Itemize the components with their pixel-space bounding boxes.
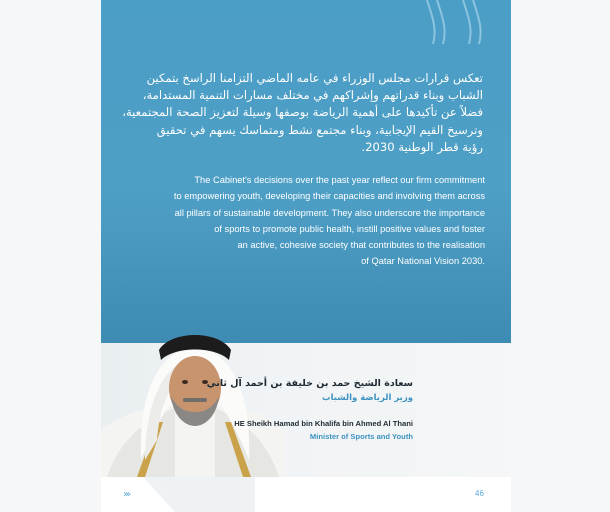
arabic-quote-line: رؤية قطر الوطنية 2030. (361, 139, 483, 154)
speaker-name-arabic: سعادة الشيخ حمد بن خليفة بن أحمد آل ثاني (206, 378, 413, 389)
speaker-title-english: Minister of Sports and Youth (309, 432, 413, 441)
minister-portrait (101, 310, 286, 477)
speaker-name-english: HE Sheikh Hamad bin Khalifa bin Ahmed Al Thani (234, 419, 413, 428)
arabic-quote-line: الشباب وبناء قدراتهم وإشراكهم في مختلف مسارات التنمية المستدامة، (142, 88, 483, 103)
footer-decoration (135, 477, 255, 512)
english-quote (115, 172, 485, 270)
chevrons-right-icon[interactable]: ››› (123, 489, 129, 500)
arabic-quote-line: فضلاً عن تأكيدها على أهمية الرياضة بوصفها وسيلة لتعزيز الصحة المجتمعية، (122, 105, 483, 120)
arabic-quote (122, 70, 483, 156)
report-page (101, 0, 511, 512)
speaker-title-arabic: وزير الرياضة والشباب (322, 393, 413, 403)
english-quote-line: The Cabinet's decisions over the past year reflect our firm commitment (194, 175, 485, 185)
english-quote-line: of Qatar National Vision 2030. (361, 256, 485, 267)
arabic-quote-line: وترسيخ القيم الإيجابية، وبناء مجتمع نشط ومتماسك يسهم في تحقيق (156, 122, 483, 137)
english-quote-line: to empowering youth, developing their capacities and involving them across (173, 191, 485, 202)
page-number: 46 (475, 489, 484, 498)
quote-panel (101, 0, 511, 343)
english-quote-line: an active, cohesive society that contributes to the realisation (237, 240, 485, 251)
quotation-mark-icon (423, 0, 497, 46)
english-quote-line: all pillars of sustainable development. They also underscore the importance (174, 207, 485, 218)
arabic-quote-line: تعكس قرارات مجلس الوزراء في عامه الماضي التزامنا الراسخ بتمكين (146, 71, 483, 85)
english-quote-line: of sports to promote public health, instill positive values and foster (214, 223, 485, 234)
